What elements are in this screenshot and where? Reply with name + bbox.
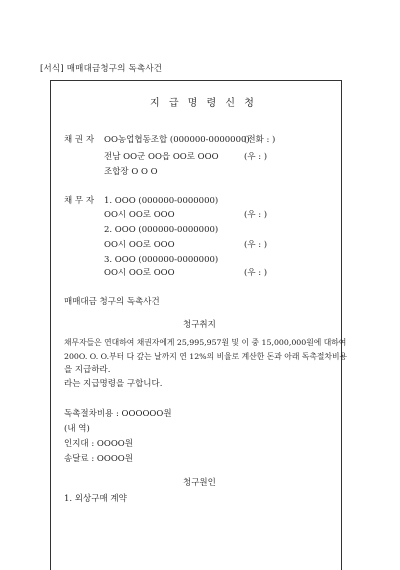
debtor-2-address: OO시 OO로 OOO (104, 240, 175, 250)
costs-breakdown-label: (내 역) (64, 424, 90, 434)
costs-stamp-fee: 인지대 : OOOO원 (64, 439, 133, 449)
debtor-3-zip: (우 : ) (244, 268, 268, 278)
claim-purpose-line-4: 라는 지급명령을 구합니다. (64, 379, 163, 389)
debtor-1-id: 1. OOO (000000-0000000) (104, 196, 219, 206)
case-name: 매매대금 청구의 독촉사건 (64, 297, 160, 307)
costs-total: 독촉절차비용 : OOOOOO원 (64, 409, 172, 419)
creditor-representative: 조합장 O O O (104, 167, 158, 177)
debtor-1-zip: (우 : ) (244, 210, 268, 220)
debtor-1-address: OO시 OO로 OOO (104, 210, 175, 220)
claim-purpose-line-2: 200O. O. O.부터 다 갚는 날까지 연 12%의 비율로 계산한 돈과 아래 독촉절차비용 (64, 352, 348, 361)
debtor-2-zip: (우 : ) (244, 240, 268, 250)
costs-service-fee: 송달료 : OOOO원 (64, 454, 133, 464)
debtor-2-id: 2. OOO (000000-0000000) (104, 225, 219, 235)
debtor-label: 채 무 자 (64, 196, 95, 206)
debtor-3-address: OO시 OO로 OOO (104, 268, 175, 278)
claim-purpose-heading: 청구취지 (183, 320, 216, 330)
document-title: 지 급 명 령 신 청 (150, 98, 257, 109)
creditor-label: 채 권 자 (64, 135, 95, 145)
claim-cause-heading: 청구원인 (183, 478, 216, 488)
creditor-address: 전남 OO군 OO읍 OO로 OOO (104, 152, 219, 162)
claim-purpose-line-3: 을 지급하라. (64, 365, 111, 375)
debtor-3-id: 3. OOO (000000-0000000) (104, 255, 219, 265)
claim-purpose-line-1: 채무자들은 연대하여 채권자에게 25,995,957원 및 이 중 15,000,000원에 대하여 (64, 338, 347, 347)
creditor-phone: (전화 : ) (244, 135, 276, 145)
creditor-name: OO농업협동조합 (000000-0000000) (104, 135, 250, 145)
form-label: [서식] 매매대금청구의 독촉사건 (40, 64, 163, 74)
claim-cause-item-1: 1. 외상구매 계약 (64, 494, 127, 504)
creditor-zip: (우 : ) (244, 152, 268, 162)
